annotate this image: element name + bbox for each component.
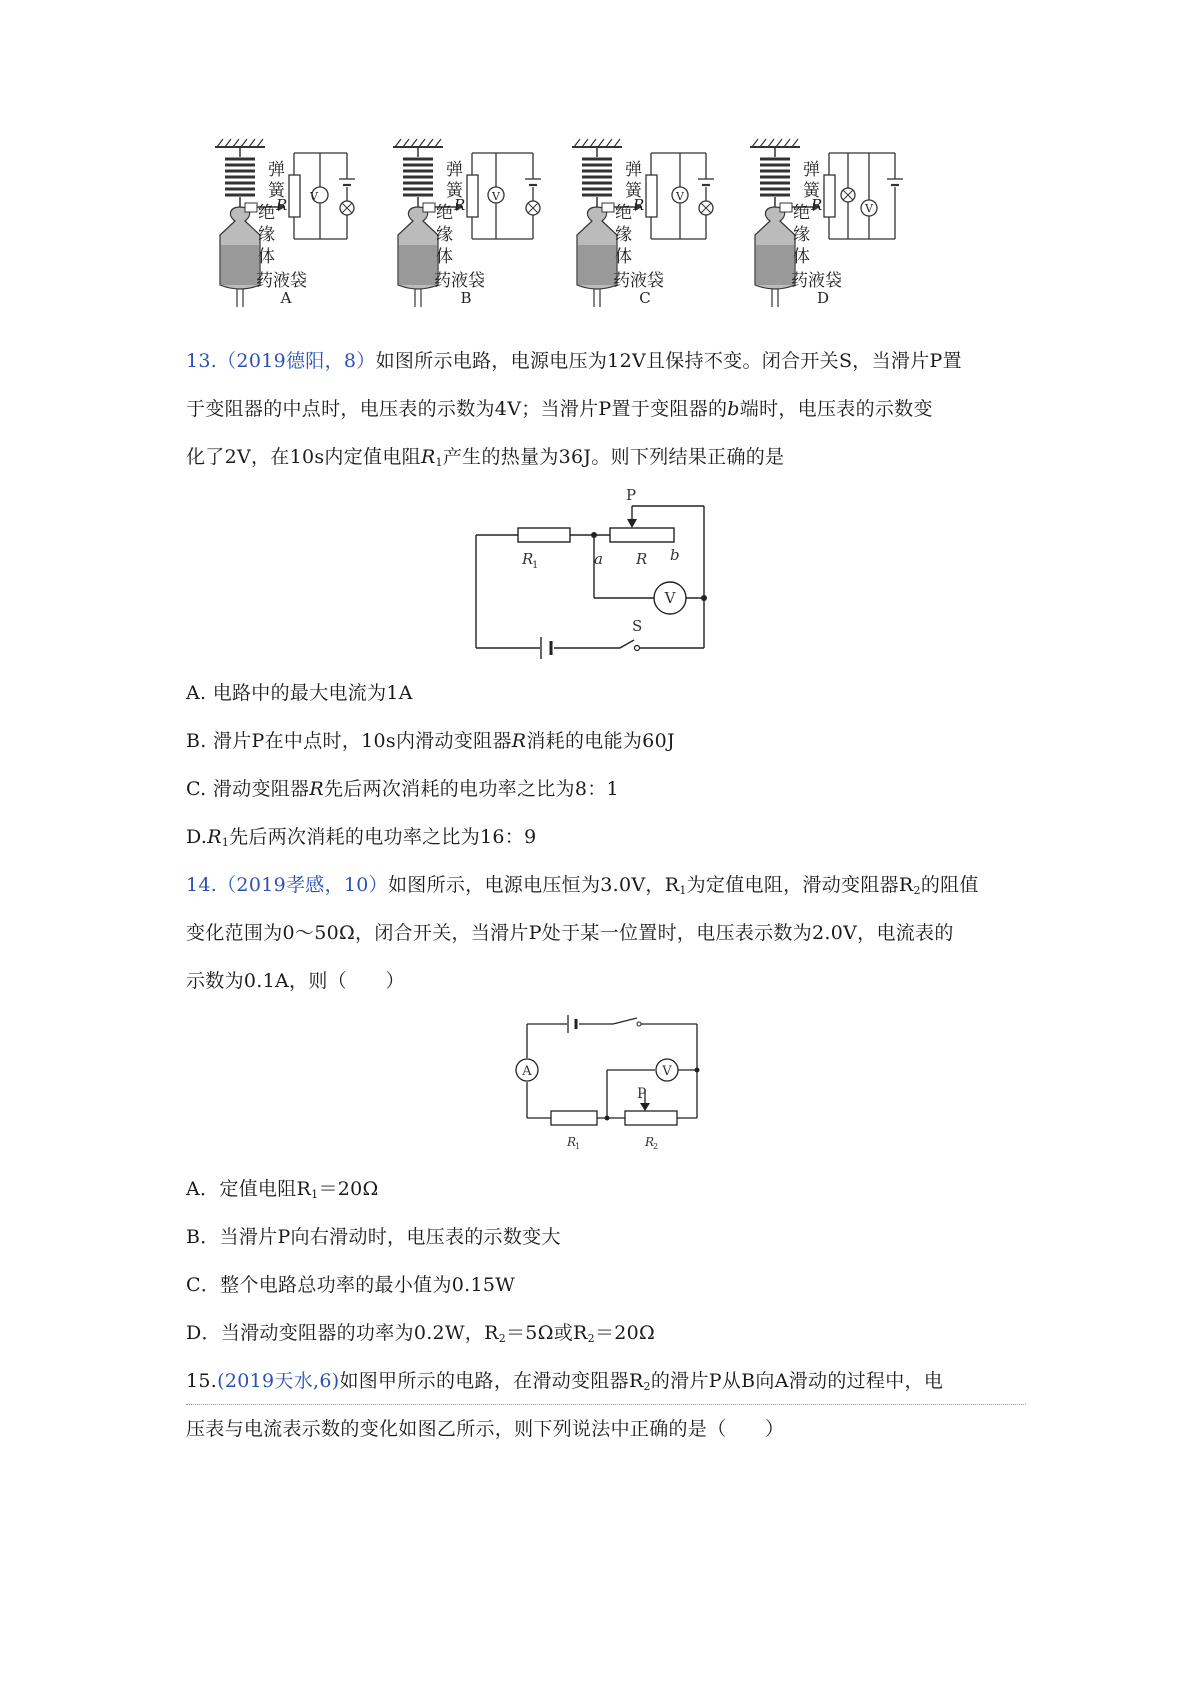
label-spring: 簧 <box>446 181 463 201</box>
label-spring: 簧 <box>803 181 820 201</box>
q13-option-b: B. 滑片P在中点时，10s内滑动变阻器R消耗的电能为60J <box>186 730 675 752</box>
variant-label-d: D <box>816 289 830 307</box>
q13-text: 如图所示电路，电源电压为12V且保持不变。闭合开关S，当滑片P置 <box>375 350 962 372</box>
label-spring: 弹 <box>803 160 820 180</box>
q13-line-1 <box>186 348 962 374</box>
label-insulator: 缘 <box>258 225 275 245</box>
label-r2: R <box>645 1135 655 1149</box>
variant-label-b: B <box>460 289 472 307</box>
label-resistor: R <box>454 196 466 214</box>
q14-option-d: D．当滑动变阻器的功率为0.2W，$R_2=5\Omega$或$R_2=20\Omega$ <box>186 1322 656 1345</box>
label-spring: 弹 <box>446 160 463 180</box>
top-figure <box>0 0 1200 340</box>
label-voltmeter: V <box>310 190 318 203</box>
q14-line-1: 14.（2019孝感，10）如图所示，电源电压恒为3.0V，$R_1$为定值电阻，滑动变阻器$R_2$的阻值 <box>186 874 979 897</box>
q14-line-2: 变化范围为0～50Ω，闭合开关，当滑片P处于某一位置时，电压表示数为2.0V，电流表的 <box>186 922 954 944</box>
variant-label-c: C <box>639 289 651 307</box>
svg-text:1: 1 <box>575 1142 581 1151</box>
label-insulator: 缘 <box>436 225 453 245</box>
svg-text:1: 1 <box>532 560 539 571</box>
voltmeter-label: V <box>664 589 676 607</box>
q14-option-a: A．定值电阻$R_1=20\Omega$ <box>186 1178 379 1201</box>
label-insulator: 体 <box>793 247 810 267</box>
q14-source: （2019孝感，10） <box>217 874 388 896</box>
q15-line-1: 15.(2019天水,6)如图甲所示的电路，在滑动变阻器$R_2$的滑片P从B向A滑动的过程中，电 <box>186 1370 944 1393</box>
q14-number: 14. <box>186 874 218 896</box>
q15-number: 15. <box>186 1370 218 1392</box>
q13-option-a: A. 电路中的最大电流为1A <box>186 682 413 704</box>
label-insulator: 绝 <box>793 203 810 223</box>
label-p: P <box>626 488 637 504</box>
label-voltmeter: V <box>492 190 500 203</box>
label-spring: 簧 <box>268 181 285 201</box>
label-resistor: R <box>276 196 288 214</box>
label-r1: R <box>567 1135 577 1149</box>
label-spring: 弹 <box>625 160 642 180</box>
label-insulator: 体 <box>615 247 632 267</box>
label-bag: 药液袋 <box>791 271 842 291</box>
label-insulator: 体 <box>436 247 453 267</box>
label-voltmeter: V <box>865 202 873 215</box>
q13-circuit-diagram <box>470 488 740 660</box>
label-bag: 药液袋 <box>256 271 307 291</box>
label-spring: 弹 <box>268 160 285 180</box>
q14-circuit-diagram <box>505 1010 705 1160</box>
variant-label-a: A <box>280 289 292 307</box>
label-a: a <box>594 550 603 568</box>
q14-option-c: C．整个电路总功率的最小值为0.15W <box>186 1274 516 1296</box>
label-insulator: 体 <box>258 247 275 267</box>
svg-text:2: 2 <box>653 1142 659 1151</box>
label-insulator: 绝 <box>258 203 275 223</box>
label-resistor: R <box>633 196 645 214</box>
divider <box>186 1404 1026 1405</box>
label-b: b <box>670 546 680 564</box>
label-p: P <box>637 1086 647 1102</box>
label-insulator: 绝 <box>615 203 632 223</box>
label-resistor: R <box>811 196 823 214</box>
q13-source: （2019德阳，8） <box>217 350 376 372</box>
q14-option-b: B．当滑片P向右滑动时，电压表的示数变大 <box>186 1226 561 1248</box>
q13-line-3: 化了2V，在10s内定值电阻$R_1$产生的热量为36J。则下列结果正确的是 <box>186 446 785 469</box>
label-switch: S <box>632 617 643 635</box>
label-voltmeter: V <box>676 190 684 203</box>
label-insulator: 缘 <box>793 225 810 245</box>
ammeter-label: A <box>522 1064 532 1079</box>
label-spring: 簧 <box>625 181 642 201</box>
label-bag: 药液袋 <box>613 271 664 291</box>
q15-source: (2019天水,6) <box>217 1370 340 1392</box>
q14-line-3: 示数为0.1A，则（ ） <box>186 970 405 992</box>
label-r: R <box>636 550 648 568</box>
label-bag: 药液袋 <box>434 271 485 291</box>
q13-number: 13. <box>186 350 218 372</box>
q13-line-2: 于变阻器的中点时，电压表的示数为4V；当滑片P置于变阻器的b端时，电压表的示数变 <box>186 398 933 420</box>
label-insulator: 绝 <box>436 203 453 223</box>
q13-option-d: $D.R_1$先后两次消耗的电功率之比为16：9 <box>186 826 537 849</box>
q15-line-2: 压表与电流表示数的变化如图乙所示，则下列说法中正确的是（ ） <box>186 1418 785 1440</box>
voltmeter-label: V <box>662 1064 672 1079</box>
q13-option-c: C. 滑动变阻器R先后两次消耗的电功率之比为8：1 <box>186 778 619 800</box>
label-insulator: 缘 <box>615 225 632 245</box>
label-r1: R <box>522 550 534 568</box>
